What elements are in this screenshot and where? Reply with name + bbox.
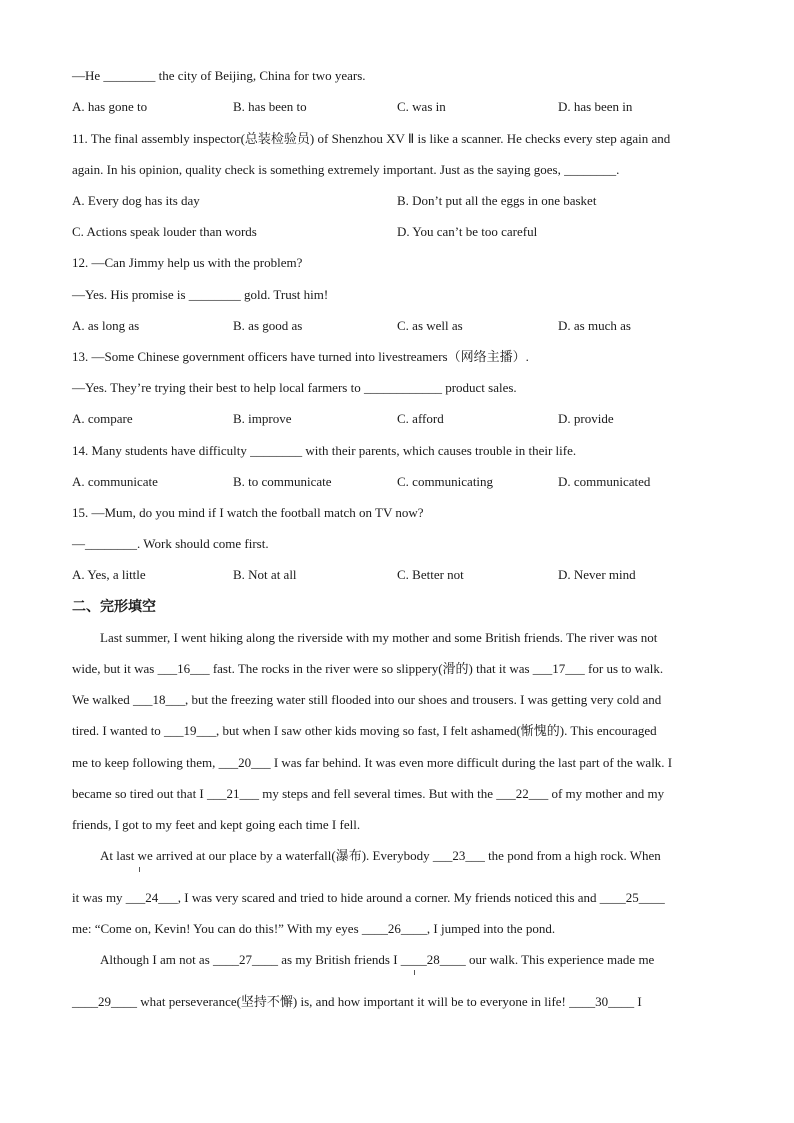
q12-option-b: B. as good as [233,318,303,333]
cloze-p1-line-7: friends, I got to my feet and kept going each time I fell. [72,817,361,832]
q11-option-b: B. Don’t put all the eggs in one basket [397,193,597,208]
q13-line-1: 13. —Some Chinese government officers have turned into livestreamers（网络主播）. [72,349,529,364]
q14-line-1: 14. Many students have difficulty ________ with their parents, which causes trouble in their life. [72,443,577,458]
q15-line-2: —________. Work should come first. [72,536,269,551]
q10-option-d: D. has been in [558,99,633,114]
q10-option-b: B. has been to [233,99,307,114]
cloze-p1-line-4: tired. I wanted to ___19___, but when I saw other kids moving so fast, I felt ashamed(惭愧的). This encouraged [72,723,657,738]
text-marker [139,867,140,872]
q12-option-c: C. as well as [397,318,463,333]
q11-option-d: D. You can’t be too careful [397,224,538,239]
q14-option-d: D. communicated [558,474,651,489]
section-heading-cloze: 二、完形填空 [72,599,156,615]
q10-line: —He ________ the city of Beijing, China for two years. [72,68,366,83]
q13-option-a: A. compare [72,411,133,426]
cloze-p2-line-2: it was my ___24___, I was very scared and tried to hide around a corner. My friends noticed this and ____25____ [72,890,665,905]
q15-option-a: A. Yes, a little [72,567,146,582]
q12-line-1: 12. —Can Jimmy help us with the problem? [72,255,303,270]
q13-line-2: —Yes. They’re trying their best to help local farmers to ____________ product sales. [72,380,517,395]
q11-option-c: C. Actions speak louder than words [72,224,257,239]
cloze-p2-line-1: At last we arrived at our place by a waterfall(瀑布). Everybody ___23___ the pond from a high rock. When [100,848,661,863]
q12-line-2: —Yes. His promise is ________ gold. Trust him! [72,287,329,302]
q10-option-a: A. has gone to [72,99,148,114]
q14-option-a: A. communicate [72,474,158,489]
q15-option-d: D. Never mind [558,567,636,582]
q14-option-b: B. to communicate [233,474,332,489]
cloze-p1-line-1: Last summer, I went hiking along the riverside with my mother and some British friends. The river was not [100,630,658,645]
q10-option-c: C. was in [397,99,446,114]
cloze-p3-line-1: Although I am not as ____27____ as my British friends I ____28____ our walk. This experience made me [100,952,655,967]
q12-option-a: A. as long as [72,318,140,333]
text-marker [414,970,415,975]
q13-option-b: B. improve [233,411,292,426]
cloze-p3-line-2: ____29____ what perseverance(坚持不懈) is, and how important it will be to everyone in life! ____30____ I [72,994,642,1009]
q11-line-2: again. In his opinion, quality check is something extremely important. Just as the saying goes, ________. [72,162,620,177]
cloze-p1-line-6: became so tired out that I ___21___ my steps and fell several times. But with the ___22___ of my mother and my [72,786,665,801]
cloze-p1-line-2: wide, but it was ___16___ fast. The rocks in the river were so slippery(滑的) that it was ___17___ for us to walk. [72,661,664,676]
q12-option-d: D. as much as [558,318,631,333]
cloze-p1-line-5: me to keep following them, ___20___ I was far behind. It was even more difficult during the last part of the walk. I [72,755,673,770]
cloze-p1-line-3: We walked ___18___, but the freezing water still flooded into our shoes and trousers. I was getting very cold and [72,692,662,707]
q14-option-c: C. communicating [397,474,494,489]
q11-line-1: 11. The final assembly inspector(总装检验员) of Shenzhou XV Ⅱ is like a scanner. He checks every step again and [72,131,671,146]
cloze-p2-line-3: me: “Come on, Kevin! You can do this!” With my eyes ____26____, I jumped into the pond. [72,921,556,936]
q11-option-a: A. Every dog has its day [72,193,200,208]
q15-option-c: C. Better not [397,567,464,582]
q13-option-d: D. provide [558,411,614,426]
q13-option-c: C. afford [397,411,444,426]
q15-line-1: 15. —Mum, do you mind if I watch the football match on TV now? [72,505,424,520]
q15-option-b: B. Not at all [233,567,297,582]
